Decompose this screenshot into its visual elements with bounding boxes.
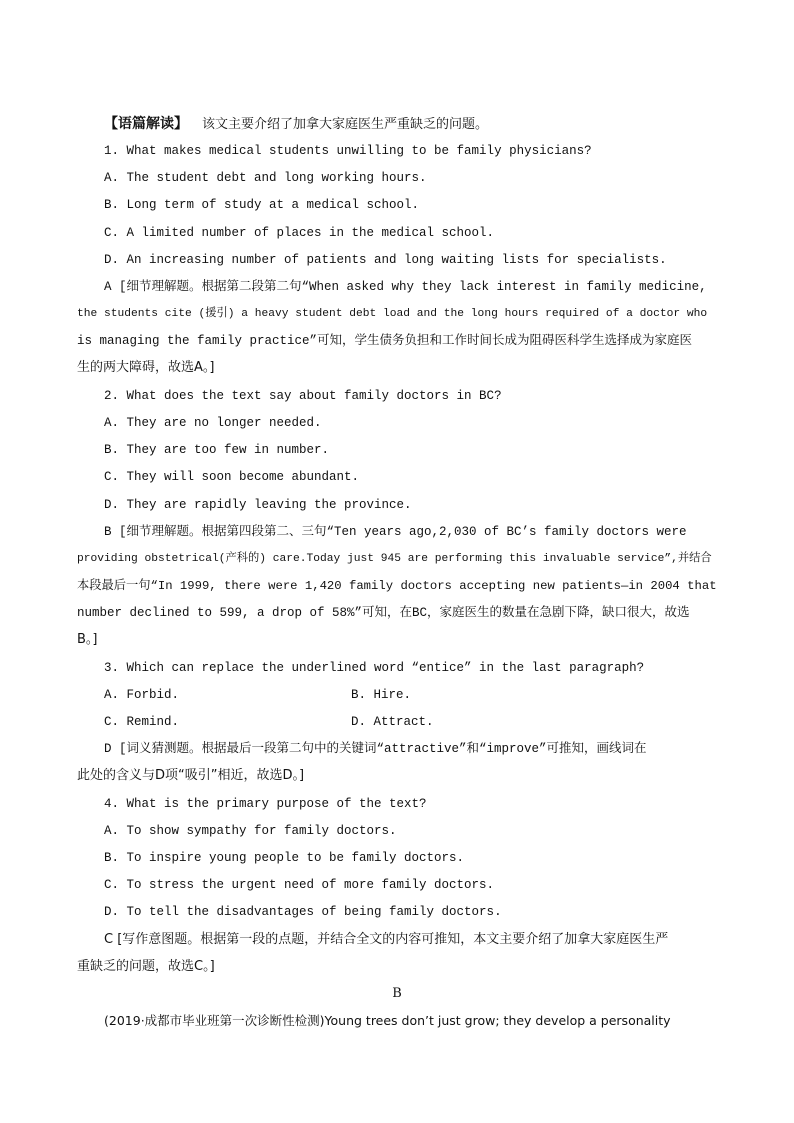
q4-option-b: B. To inspire young people to be family doctors. [104,851,465,865]
q3-stem: 3. Which can replace the underlined word “entice” in the last paragraph? [104,661,645,675]
q4-option-d: D. To tell the disadvantages of being family doctors. [104,905,502,919]
q3-option-d: D. Attract. [351,715,434,729]
q3-option-b: B. Hire. [351,688,412,702]
q2-option-b: B. They are too few in number. [104,443,330,457]
q4-answer-line-1: C [写作意图题。根据第一段的点题，并结合全文的内容可推知，本文主要介绍了加拿大家庭医生严 [104,932,669,947]
q4-option-c: C. To stress the urgent need of more family doctors. [104,878,495,892]
q1-answer-line-4: 生的两大障碍，故选A。] [77,360,215,375]
q1-option-c: C. A limited number of places in the medical school. [104,226,495,240]
q1-option-b: B. Long term of study at a medical school. [104,198,420,212]
q1-option-d: D. An increasing number of patients and long waiting lists for specialists. [104,253,667,267]
q2-option-d: D. They are rapidly leaving the province. [104,498,412,512]
q2-option-c: C. They will soon become abundant. [104,470,360,484]
q1-stem: 1. What makes medical students unwilling to be family physicians? [104,144,592,158]
q3-option-a: A. Forbid. [104,688,180,702]
q2-answer-line-2: providing obstetrical(产科的) care.Today just 945 are performing this invaluable service”,并结合 [77,553,712,565]
section-heading: B [392,986,402,1001]
passage-b-source-line: (2019·成都市毕业班第一次诊断性检测)Young trees don’t just grow; they develop a personality [104,1013,671,1028]
intro-label: 【语篇解读】 [104,116,188,132]
q2-answer-line-3: 本段最后一句“In 1999, there were 1,420 family doctors accepting new patients—in 2004 that [77,579,717,593]
q2-answer-line-4: number declined to 599, a drop of 58%”可知，在BC，家庭医生的数量在急剧下降，缺口很大，故选 [77,606,690,620]
q4-answer-line-2: 重缺乏的问题，故选C。] [77,959,215,974]
q4-stem: 4. What is the primary purpose of the text? [104,797,427,811]
intro-paragraph [104,116,488,133]
q1-answer-line-2: the students cite (援引) a heavy student debt load and the long hours required of a doctor who [77,308,708,320]
q1-answer-line-3: is managing the family practice”可知，学生债务负担和工作时间长成为阻碍医科学生选择成为家庭医 [77,334,693,348]
q3-answer-line-2: 此处的含义与D项“吸引”相近，故选D。] [77,768,305,783]
q4-option-a: A. To show sympathy for family doctors. [104,824,397,838]
q1-answer-line-1: A [细节理解题。根据第二段第二句“When asked why they lack interest in family medicine, [104,280,707,294]
q3-answer-line-1: D [词义猜测题。根据最后一段第二句中的关键词“attractive”和“improve”可推知，画线词在 [104,742,647,756]
q1-option-a: A. The student debt and long working hours. [104,171,427,185]
q2-option-a: A. They are no longer needed. [104,416,322,430]
q2-answer-line-1: B [细节理解题。根据第四段第二、三句“Ten years ago,2,030 of BC’s family doctors were [104,525,687,539]
intro-text: 该文主要介绍了加拿大家庭医生严重缺乏的问题。 [202,117,489,132]
q2-stem: 2. What does the text say about family doctors in BC? [104,389,502,403]
q3-option-c: C. Remind. [104,715,180,729]
q2-answer-line-5: B。] [77,632,98,647]
